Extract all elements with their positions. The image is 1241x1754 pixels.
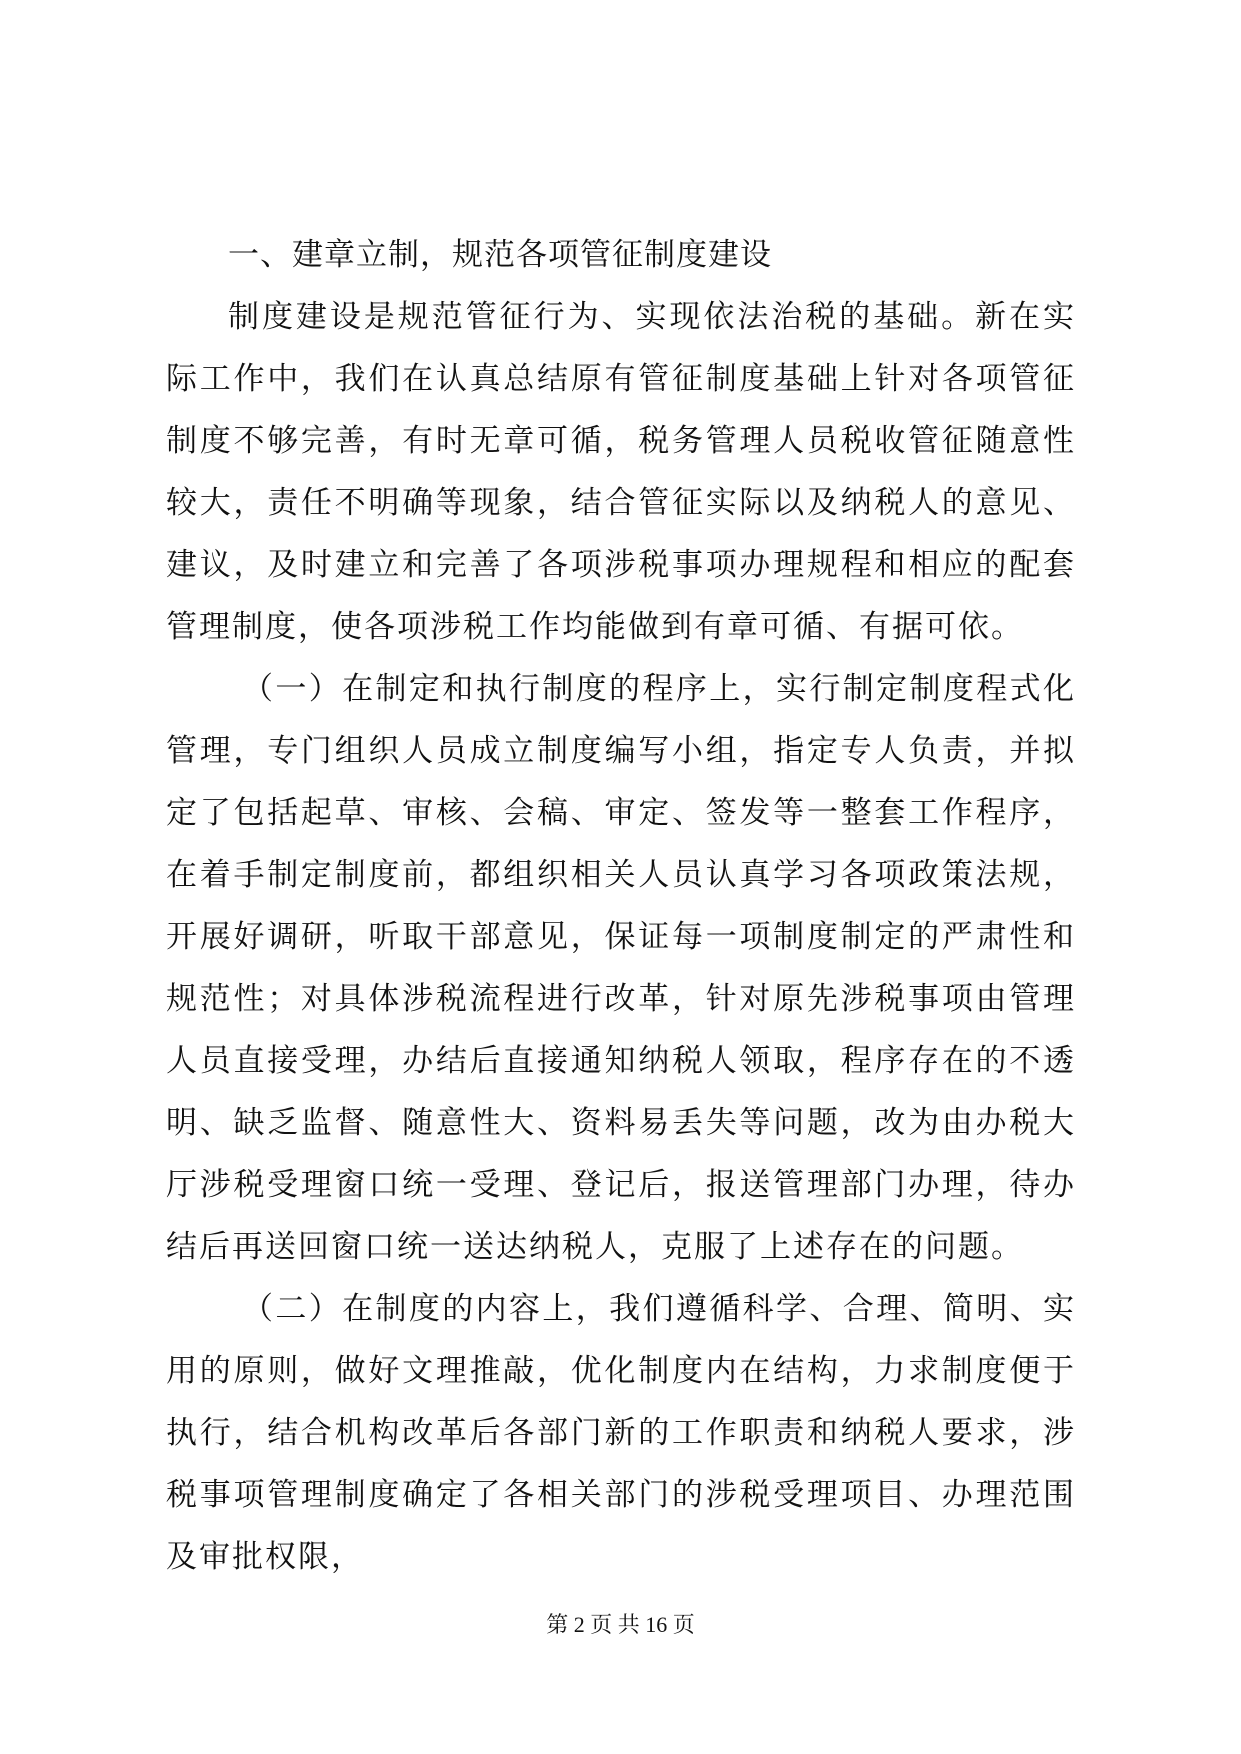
paragraph-intro: 制度建设是规范管征行为、实现依法治税的基础。新在实际工作中，我们在认真总结原有管征制度基础上针对各项管征制度不够完善，有时无章可循，税务管理人员税收管征随意性较大，责任不明确等现象，结合管征实际以及纳税人的意见、建议，及时建立和完善了各项涉税事项办理规程和相应的配套管理制度，使各项涉税工作均能做到有章可循、有据可依。: [166, 299, 1076, 645]
document-body: [166, 224, 1076, 1588]
paragraph-item-one: （一）在制定和执行制度的程序上，实行制定制度程式化管理，专门组织人员成立制度编写小组，指定专人负责，并拟定了包括起草、审核、会稿、审定、签发等一整套工作程序，在着手制定制度前，都组织相关人员认真学习各项政策法规，开展好调研，听取干部意见，保证每一项制度制定的严肃性和规范性；对具体涉税流程进行改革，针对原先涉税事项由管理人员直接受理，办结后直接通知纳税人领取，程序存在的不透明、缺乏监督、随意性大、资料易丢失等问题，改为由办税大厅涉税受理窗口统一受理、登记后，报送管理部门办理，待办结后再送回窗口统一送达纳税人，克服了上述存在的问题。: [166, 671, 1076, 1265]
section-heading: 一、建章立制，规范各项管征制度建设: [228, 237, 772, 273]
page-number-footer: 第 2 页 共 16 页: [546, 1612, 695, 1637]
paragraph-item-two: （二）在制度的内容上，我们遵循科学、合理、简明、实用的原则，做好文理推敲，优化制度内在结构，力求制度便于执行，结合机构改革后各部门新的工作职责和纳税人要求，涉税事项管理制度确定了各相关部门的涉税受理项目、办理范围及审批权限，: [166, 1291, 1076, 1575]
